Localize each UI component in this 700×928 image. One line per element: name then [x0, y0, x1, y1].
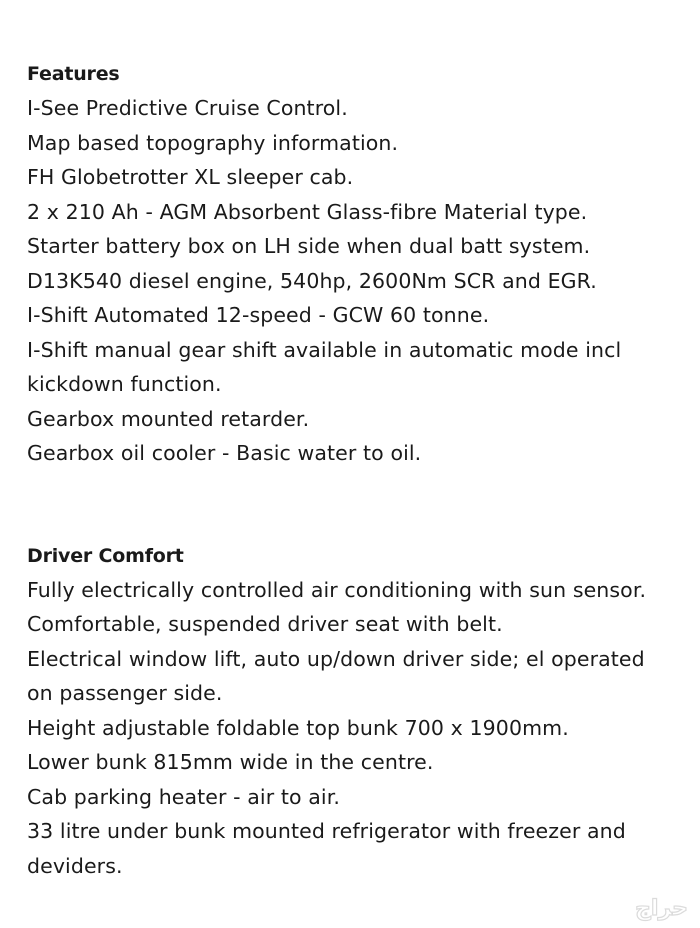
- document-body: [27, 57, 687, 883]
- haraj-watermark: [564, 894, 692, 922]
- features-heading: Features: [27, 63, 120, 85]
- features-line: I-Shift Automated 12-speed - GCW 60 tonne.: [27, 303, 490, 327]
- driver-comfort-section: [27, 539, 687, 884]
- driver-comfort-line: Electrical window lift, auto up/down driver side; el operated: [27, 646, 645, 671]
- watermark-text: حراج: [635, 896, 688, 921]
- features-line: kickdown function.: [27, 372, 222, 396]
- section-spacer: [27, 471, 687, 539]
- haraj-logo-icon: [564, 894, 692, 922]
- features-line: Gearbox oil cooler - Basic water to oil.: [27, 441, 422, 465]
- features-line: I-See Predictive Cruise Control.: [27, 96, 348, 120]
- driver-comfort-heading: Driver Comfort: [27, 544, 184, 567]
- features-line: Map based topography information.: [27, 130, 399, 155]
- driver-comfort-line: Comfortable, suspended driver seat with belt.: [27, 612, 503, 636]
- features-section: [27, 57, 687, 471]
- features-line: Gearbox mounted retarder.: [27, 406, 310, 431]
- driver-comfort-line: on passenger side.: [27, 681, 223, 705]
- driver-comfort-line: Cab parking heater - air to air.: [27, 784, 340, 809]
- features-line: I-Shift manual gear shift available in automatic mode incl: [27, 337, 622, 362]
- features-line: D13K540 diesel engine, 540hp, 2600Nm SCR and EGR.: [27, 268, 597, 293]
- driver-comfort-line: Lower bunk 815mm wide in the centre.: [27, 750, 434, 774]
- driver-comfort-line: Height adjustable foldable top bunk 700 x 1900mm.: [27, 715, 569, 740]
- driver-comfort-line: 33 litre under bunk mounted refrigerator with freezer and: [27, 819, 626, 843]
- driver-comfort-line: deviders.: [27, 853, 123, 878]
- features-line: FH Globetrotter XL sleeper cab.: [27, 165, 354, 189]
- features-line: 2 x 210 Ah - AGM Absorbent Glass-fibre Material type.: [27, 199, 588, 224]
- driver-comfort-line: Fully electrically controlled air conditioning with sun sensor.: [27, 577, 647, 602]
- features-line: Starter battery box on LH side when dual batt system.: [27, 234, 591, 258]
